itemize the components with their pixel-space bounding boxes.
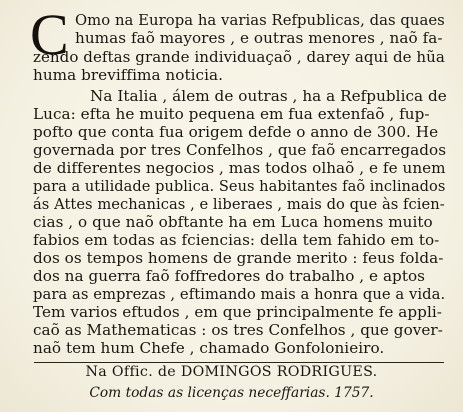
text-line-13: fabios em todas as fciencias: della tem fahido em to- xyxy=(33,231,440,249)
text-line-17: Tem varios eftudos , em que principalmente fe appli- xyxy=(33,303,442,321)
imprint-printer-line: Na Offic. de DOMINGOS RODRIGUES. xyxy=(85,364,378,380)
text-line-6: Luca: efta he muito pequena em fua extenfaõ , fup- xyxy=(33,105,430,123)
text-line-12: cias , o que naõ obftante ha em Luca homens muito xyxy=(33,213,433,231)
text-line-2: humas faõ mayores , e outras menores , naõ fa- xyxy=(75,29,443,47)
text-line-1: Omo na Europa ha varias Refpublicas, das quaes xyxy=(75,12,445,29)
imprint-rule xyxy=(34,362,444,363)
text-line-19: naõ tem hum Chefe , chamado Gonfolonieiro. xyxy=(33,339,385,357)
text-line-7: pofto que conta fua origem defde o anno de 300. He xyxy=(33,123,439,141)
text-line-15: dos na guerra faõ foffredores do trabalho , e aptos xyxy=(33,267,426,285)
text-line-5: Na Italia , álem de outras , ha a Refpublica de xyxy=(90,87,447,105)
text-line-16: para as emprezas , eftimando mais a honra que a vida. xyxy=(33,286,446,303)
text-line-9: de differentes negocios , mas todos olhaõ , e fe unem xyxy=(33,159,446,177)
text-line-10: para a utilidade publica. Seus habitantes faõ inclinados xyxy=(33,178,446,195)
text-line-14: dos os tempos homens de grande merito : feus folda- xyxy=(33,249,444,267)
text-line-18: caõ as Mathematicas : os tres Confelhos , que gover- xyxy=(33,321,443,339)
text-line-8: governada por tres Confelhos , que faõ encarregados xyxy=(33,141,447,159)
text-line-11: ás Attes mechanicas , e liberaes , mais do que às fcien- xyxy=(33,196,445,213)
text-line-4: huma breviffima noticia. xyxy=(33,66,223,84)
imprint-license-line: Com todas as licenças neceffarias. 1757. xyxy=(89,385,374,401)
drop-cap-letter: C xyxy=(30,2,69,67)
text-line-3: zendo deftas grande individuaçaõ , darey aqui de hũa xyxy=(33,48,445,66)
